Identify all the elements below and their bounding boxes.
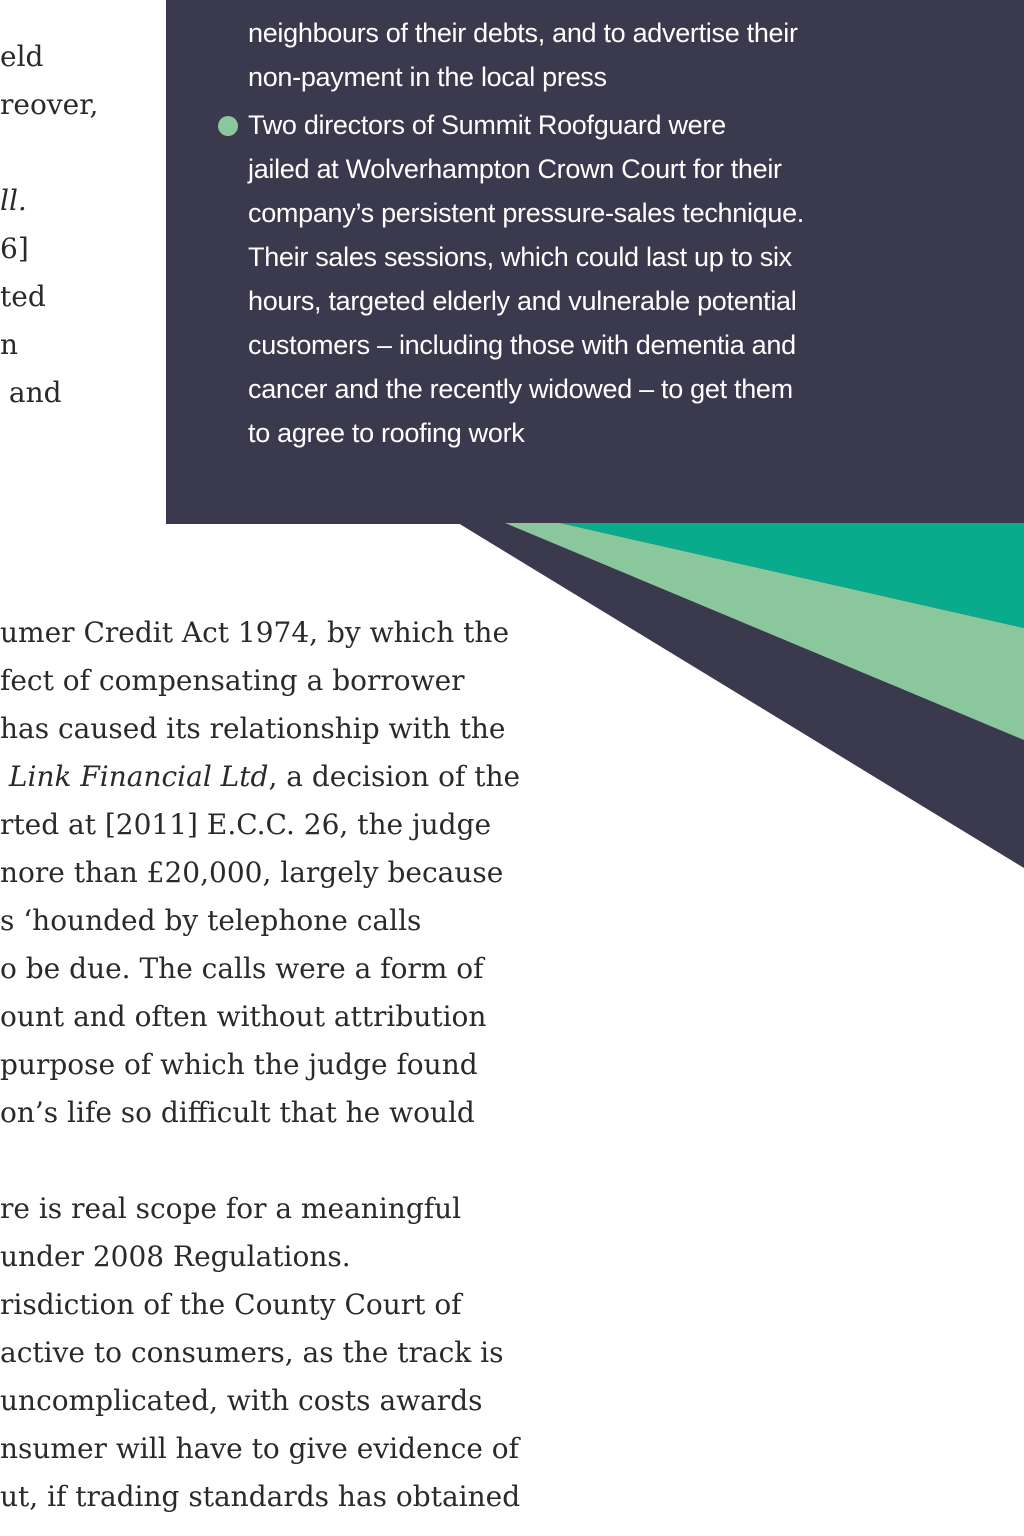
- callout-line: non-payment in the local press: [248, 62, 607, 92]
- callout-line: customers – including those with dementia and: [248, 330, 796, 360]
- callout-line: Two directors of Summit Roofguard were: [248, 110, 726, 140]
- text-line: fect of compensating a borrower: [0, 664, 465, 697]
- text-line: and: [0, 376, 62, 409]
- text-line: re is real scope for a meaningful: [0, 1192, 462, 1225]
- text-line: nsumer will have to give evidence of: [0, 1432, 520, 1465]
- text-line: o be due. The calls were a form of: [0, 952, 484, 985]
- text-line: under 2008 Regulations.: [0, 1240, 351, 1273]
- text-line: reover,: [0, 88, 99, 121]
- text-line: nore than £20,000, largely because: [0, 856, 504, 889]
- text-line: umer Credit Act 1974, by which the: [0, 616, 510, 649]
- text-line: ted: [0, 280, 46, 313]
- callout-line: hours, targeted elderly and vulnerable potential: [248, 286, 797, 316]
- text-line: 6]: [0, 232, 29, 265]
- text-line: eld: [0, 40, 44, 73]
- case-name: Link Financial Ltd: [0, 760, 269, 793]
- text-line: purpose of which the judge found: [0, 1048, 478, 1081]
- callout-line: to agree to roofing work: [248, 418, 525, 448]
- text-line: active to consumers, as the track is: [0, 1336, 504, 1369]
- callout-line: company’s persistent pressure-sales technique.: [248, 198, 804, 228]
- text-line: has caused its relationship with the: [0, 712, 506, 745]
- text-line: rted at [2011] E.C.C. 26, the judge: [0, 808, 492, 841]
- text-line: on’s life so difficult that he would: [0, 1096, 475, 1129]
- callout-line: jailed at Wolverhampton Crown Court for their: [248, 154, 782, 184]
- text-line: ut, if trading standards has obtained: [0, 1480, 521, 1513]
- text-line: ll.: [0, 184, 27, 217]
- text-line: n: [0, 328, 19, 361]
- callout-line: Their sales sessions, which could last up to six: [248, 242, 792, 272]
- text-line: uncomplicated, with costs awards: [0, 1384, 483, 1417]
- text-line: risdiction of the County Court of: [0, 1288, 462, 1321]
- text-line: [0, 753, 520, 801]
- text-line: s ‘hounded by telephone calls: [0, 904, 422, 937]
- callout-line: neighbours of their debts, and to advertise their: [248, 18, 798, 48]
- callout-line: cancer and the recently widowed – to get them: [248, 374, 793, 404]
- text-span: , a decision of the: [268, 760, 521, 793]
- text-line: ount and often without attribution: [0, 1000, 487, 1033]
